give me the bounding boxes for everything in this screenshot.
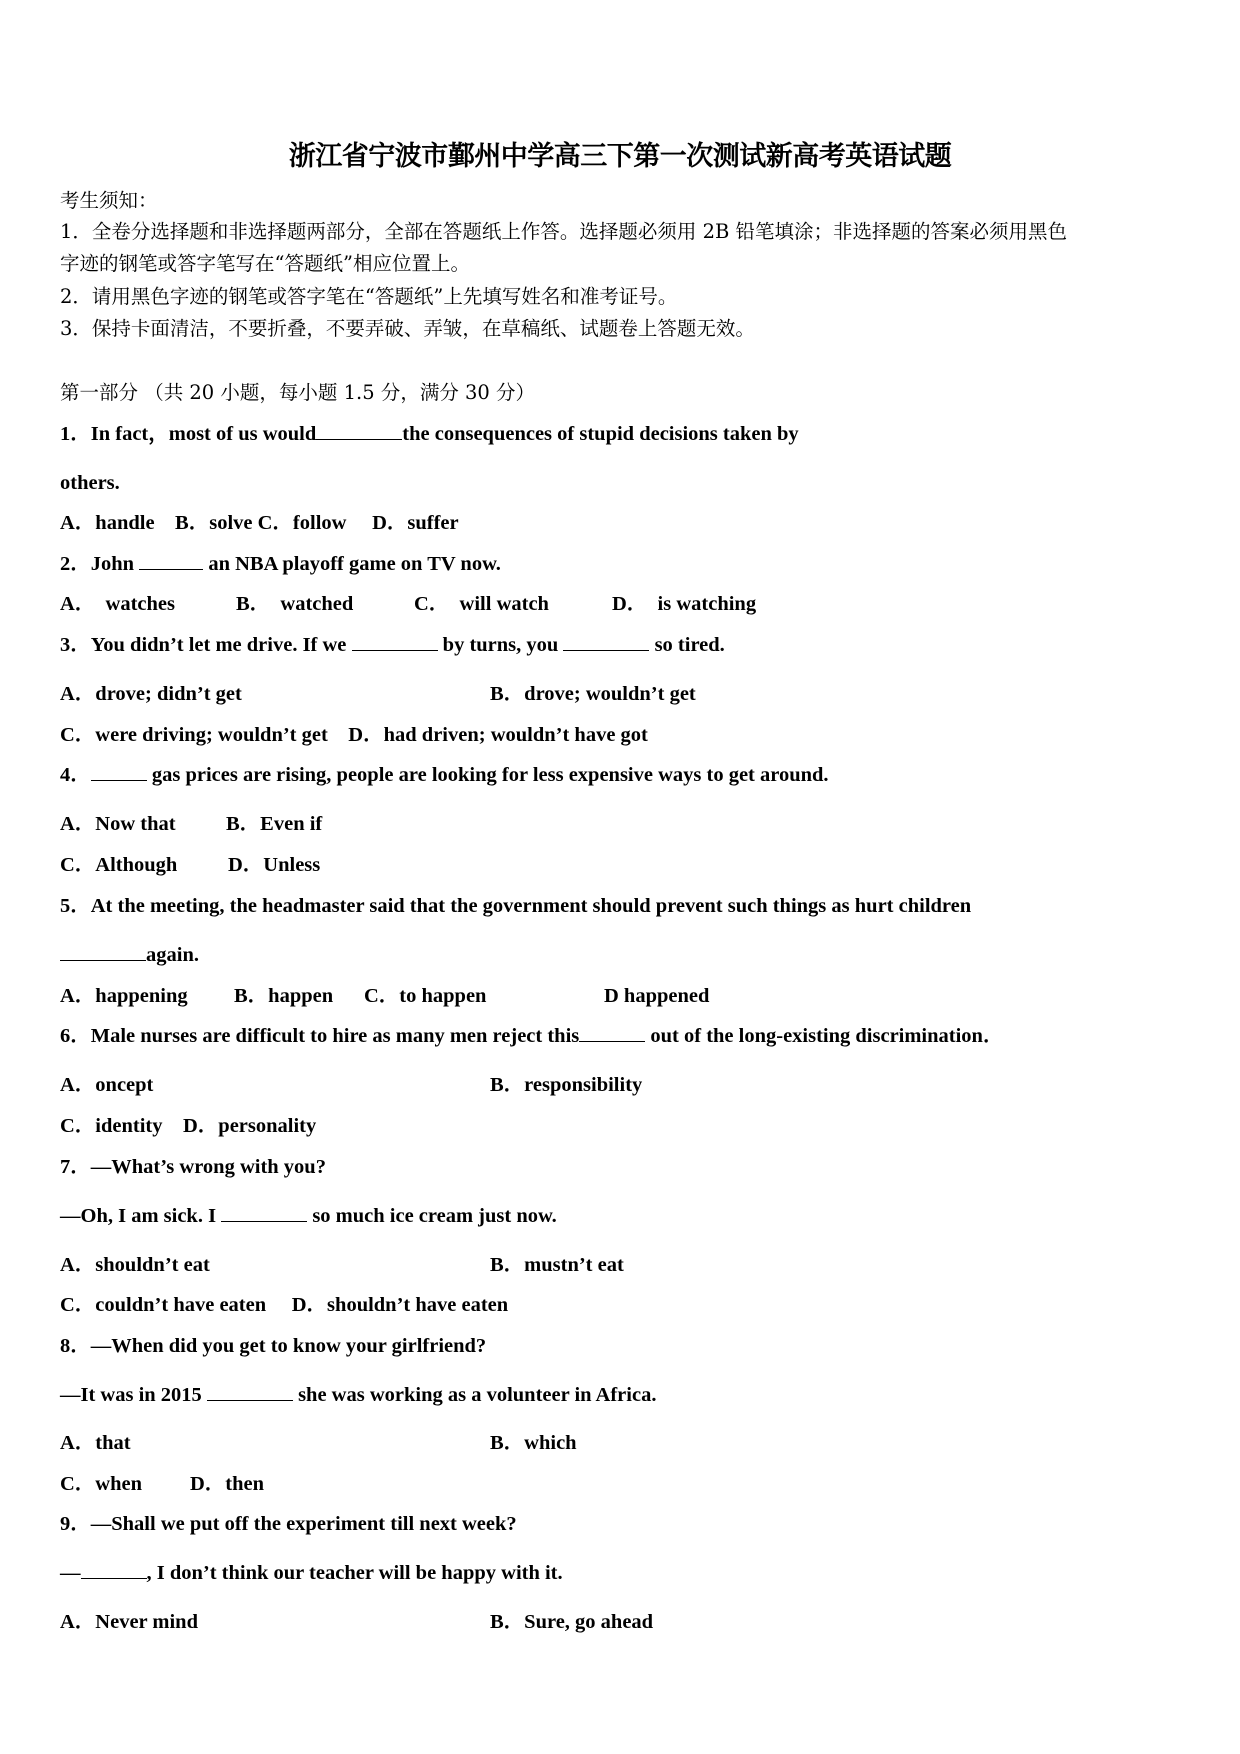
option-b: B．Even if [226, 813, 323, 835]
question-7-options-row-1 [0, 1252, 1240, 1278]
question-1 [60, 421, 799, 447]
answer-blank [81, 1560, 147, 1579]
question-4-options-row-1 [0, 811, 1240, 837]
option-a: A．that [60, 1432, 131, 1454]
option-b: B．Sure, go ahead [490, 1611, 654, 1633]
option-d: D．then [190, 1473, 265, 1495]
question-2-text-b: an NBA playoff game on TV now. [203, 553, 501, 575]
answer-blank [316, 421, 402, 440]
option-c: C．to happen [364, 985, 487, 1007]
question-8-options-row-1 [0, 1430, 1240, 1456]
notice-item-2: 2．请用黑色字迹的钢笔或答字笔在“答题纸”上先填写姓名和准考证号。 [60, 285, 678, 308]
question-6-text-b: out of the long-existing discrimination． [645, 1025, 1004, 1047]
option-a: A．shouldn’t eat [60, 1254, 210, 1276]
option-a: A．drove; didn’t get [60, 683, 242, 705]
question-8-options-row-2 [0, 1471, 1240, 1497]
question-8-text-b2: she was working as a volunteer in Africa. [292, 1384, 657, 1406]
option-b: B．which [490, 1432, 577, 1454]
question-3-text-a: 3．You didn’t let me drive. If we [60, 634, 352, 656]
option-c: C．when [60, 1473, 143, 1495]
option-a: A． watches [60, 593, 176, 615]
question-7: 7．—What’s wrong with you? [60, 1156, 326, 1178]
notice-item-1-line-1: 1．全卷分选择题和非选择题两部分，全部在答题纸上作答。选择题必须用 2B 铅笔填涂；非选择题的答案必须用黑色 [60, 220, 1068, 243]
question-3-text-b: by turns, you [437, 634, 564, 656]
option-d: D． is watching [612, 593, 757, 615]
option-a: A．oncept [60, 1074, 154, 1096]
question-5-continuation [60, 942, 199, 968]
question-7-text-b1: —Oh, I am sick. I [60, 1205, 222, 1227]
notice-heading: 考生须知： [60, 189, 158, 212]
question-1-options: A．handle B．solve C．follow D．suffer [60, 512, 459, 534]
question-9-text-b1: — [60, 1562, 81, 1584]
question-9-text-b2: , I don’t think our teacher will be happy with it. [146, 1562, 563, 1584]
question-6-text-a: 6．Male nurses are difficult to hire as many men reject this [60, 1025, 580, 1047]
option-b: B．happen [234, 985, 334, 1007]
question-5-options [0, 983, 1240, 1009]
question-3-text-c: so tired. [649, 634, 725, 656]
question-9-reply [60, 1560, 563, 1586]
option-d: D．Unless [228, 854, 321, 876]
question-6 [60, 1023, 1003, 1049]
option-c: C．Although [60, 854, 178, 876]
question-8-reply [60, 1382, 656, 1408]
option-b: B． watched [236, 593, 354, 615]
answer-blank [563, 632, 649, 651]
answer-blank [221, 1203, 307, 1222]
question-8-text-b1: —It was in 2015 [60, 1384, 207, 1406]
question-5: 5．At the meeting, the headmaster said that the government should prevent such things as hurt children [60, 895, 972, 917]
option-c: C． will watch [414, 593, 549, 615]
question-9: 9．—Shall we put off the experiment till next week? [60, 1513, 517, 1535]
question-1-text-a: 1．In fact，most of us would [60, 423, 317, 445]
question-4-text-a: 4． [60, 764, 91, 786]
question-2 [60, 551, 501, 577]
question-3-options-row-2: C．were driving; wouldn’t get D．had driven; wouldn’t have got [60, 724, 648, 746]
question-5-text-cont: again. [146, 944, 199, 966]
page-title: 浙江省宁波市鄞州中学高三下第一次测试新高考英语试题 [288, 141, 952, 172]
option-d: D happened [604, 985, 710, 1007]
answer-blank [207, 1382, 293, 1401]
question-7-options-row-2: C．couldn’t have eaten D．shouldn’t have eaten [60, 1294, 509, 1316]
answer-blank [91, 762, 147, 781]
question-9-options-row-1 [0, 1609, 1240, 1635]
option-b: B．responsibility [490, 1074, 643, 1096]
question-3-options-row-1 [0, 681, 1240, 707]
question-1-continuation: others. [60, 472, 120, 494]
answer-blank [139, 551, 203, 570]
question-4-options-row-2 [0, 852, 1240, 878]
answer-blank [352, 632, 438, 651]
answer-blank [579, 1023, 645, 1042]
option-b: B．drove; wouldn’t get [490, 683, 696, 705]
question-2-options [0, 591, 1240, 617]
question-4 [60, 762, 829, 788]
question-6-options-row-2: C．identity D．personality [60, 1115, 317, 1137]
question-1-text-b: the consequences of stupid decisions taken by [402, 423, 799, 445]
notice-item-1-line-2: 字迹的钢笔或答字笔写在“答题纸”相应位置上。 [60, 252, 470, 275]
question-8: 8．—When did you get to know your girlfriend? [60, 1335, 487, 1357]
option-b: B．mustn’t eat [490, 1254, 624, 1276]
option-a: A．happening [60, 985, 188, 1007]
part-1-heading: 第一部分 （共 20 小题，每小题 1.5 分，满分 30 分） [60, 381, 536, 404]
notice-item-3: 3．保持卡面清洁，不要折叠，不要弄破、弄皱，在草稿纸、试题卷上答题无效。 [60, 317, 755, 340]
question-6-options-row-1 [0, 1072, 1240, 1098]
question-7-reply [60, 1203, 557, 1229]
question-3 [60, 632, 725, 658]
answer-blank [60, 942, 146, 961]
option-a: A．Never mind [60, 1611, 198, 1633]
question-7-text-b2: so much ice cream just now. [307, 1205, 557, 1227]
question-2-text-a: 2．John [60, 553, 140, 575]
question-4-text-b: gas prices are rising, people are looking for less expensive ways to get around. [146, 764, 829, 786]
option-a: A．Now that [60, 813, 176, 835]
